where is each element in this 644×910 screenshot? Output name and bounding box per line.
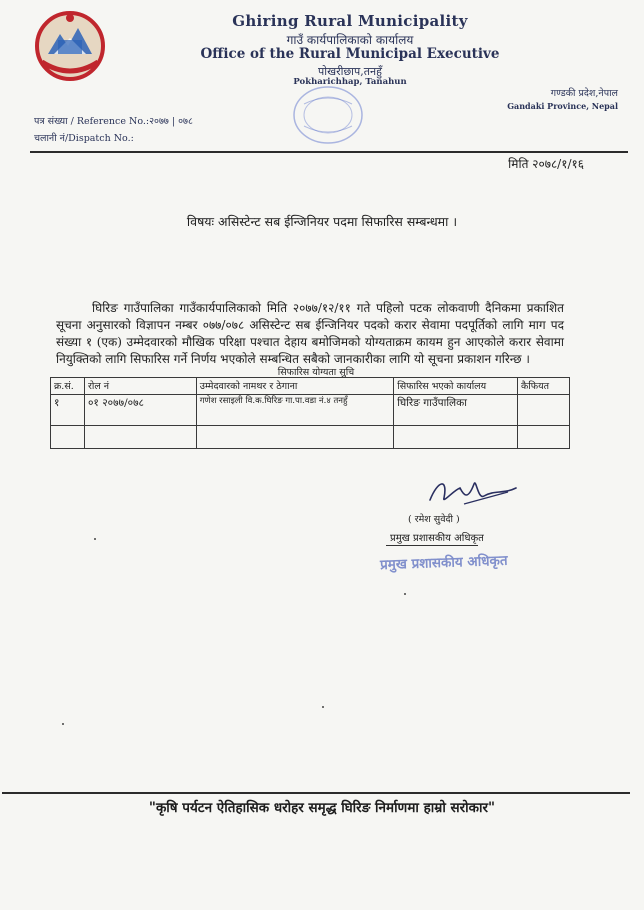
reference-number: पत्र संख्या / Reference No.:२०७७ | ०७८ (34, 116, 193, 127)
nepal-emblem-logo (34, 8, 106, 84)
col-candidate: उम्मेदवारको नामथर र ठेगाना (196, 378, 394, 395)
col-remarks: कैफियत (518, 378, 570, 395)
col-office: सिफारिस भएको कार्यालय (394, 378, 518, 395)
letter-date: मिति २०७८/१/१६ (508, 157, 584, 171)
table-row (51, 395, 570, 426)
municipality-title: Ghiring Rural Municipality (232, 12, 468, 30)
dispatch-number: चलानी नं/Dispatch No.: (34, 133, 134, 144)
col-roll-no: रोल नं (84, 378, 196, 395)
signature-underline (386, 545, 478, 546)
signatory-title: प्रमुख प्रशासकीय अधिकृत (390, 533, 484, 544)
col-serial: क्र.सं. (51, 378, 85, 395)
signatory-stamp: प्रमुख प्रशासकीय अधिकृत (379, 552, 508, 574)
location-en: Pokharichhap, Tanahun (293, 77, 407, 87)
table-caption: सिफारिस योग्यता सुचि (277, 367, 355, 378)
footer-slogan: "कृषि पर्यटन ऐतिहासिक धरोहर समृद्ध घिरिङ निर्माणमा हाम्रो सरोकार" (148, 800, 496, 816)
office-subtitle-np: गाउँ कार्यपालिकाको कार्यालय (286, 33, 414, 47)
cell-office: घिरिङ गाउँपालिका (394, 395, 518, 426)
recommendation-table (50, 377, 570, 449)
office-seal-stamp (290, 82, 366, 148)
header-divider (30, 151, 628, 153)
cell-serial: १ (51, 395, 85, 426)
signatory-name: ( रमेश सुवेदी ) (408, 514, 460, 525)
speck (404, 593, 406, 595)
table-header-row (51, 378, 570, 395)
speck (94, 538, 96, 540)
province-np: गण्डकी प्रदेश,नेपाल (550, 88, 618, 99)
letter-subject: विषयः असिस्टेन्ट सब ईन्जिनियर पदमा सिफारिस सम्बन्धमा । (186, 214, 458, 229)
cell-remarks (518, 395, 570, 426)
office-title-en: Office of the Rural Municipal Executive (200, 46, 500, 62)
footer-divider (2, 792, 630, 794)
cell-roll-no: ०१ २०७७/०७८ (84, 395, 196, 426)
handwritten-signature (424, 470, 520, 510)
speck (322, 706, 324, 708)
cell-candidate: गणेश रसाइली वि.क.घिरिङ गा.पा.वडा नं.४ तनहुँ (196, 395, 394, 426)
speck (62, 723, 64, 725)
table-row-empty (51, 426, 570, 449)
location-np: पोखरीछाप,तनहुँ (318, 65, 382, 78)
province-en: Gandaki Province, Nepal (507, 101, 618, 111)
letter-body: घिरिङ गाउँपालिका गाउँकार्यपालिकाको मिति २०७७/१२/११ गते पहिलो पटक लोकवाणी दैनिकमा प्रकाशित सूचना अनुसारको विज्ञापन नम्बर ०७७/०७८ असिस्टेन्ट सब ईन्जिनियर पदको करार सेवामा पदपूर्तिको लागि माग पद संख्या १ (एक) उम्मेदवारको मौखिक परिक्षा पश्चात देहाय बमोजिमको योग्यताक्रम कायम हुन आएकोले करार सेवामा नियुक्तिको लागि सिफारिस गर्ने निर्णय भएकोले सम्बन्धित सबैको जानकारीका लागि यो सूचना प्रकाशन गरिन्छ । (56, 301, 564, 366)
